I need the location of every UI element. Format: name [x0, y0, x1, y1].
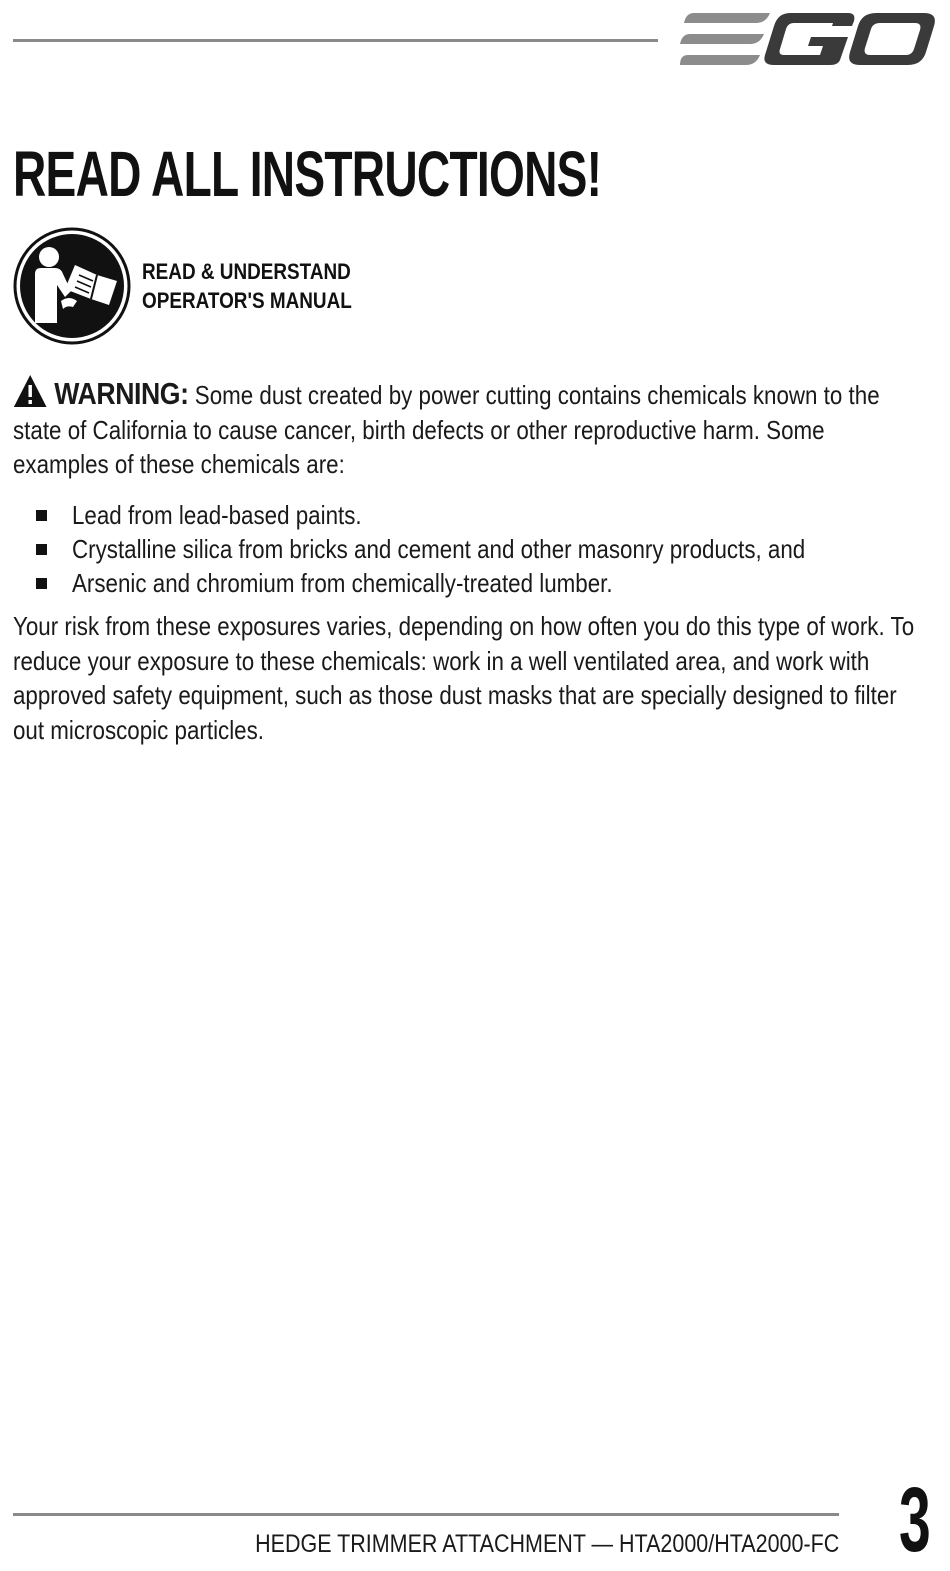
- footer-rule: [13, 1513, 839, 1516]
- read-manual-icon: [13, 227, 131, 345]
- header-rule: [13, 39, 658, 42]
- list-item-text: Arsenic and chromium from chemically-treated lumber.: [72, 568, 613, 598]
- read-manual-notice: [13, 227, 413, 345]
- footer-title: HEDGE TRIMMER ATTACHMENT — HTA2000/HTA2000-FC: [254, 1530, 839, 1558]
- square-bullet-icon: [36, 544, 47, 555]
- page-number: 3: [899, 1469, 931, 1571]
- read-manual-line2: OPERATOR'S MANUAL: [142, 288, 352, 313]
- page-heading: READ ALL INSTRUCTIONS!: [13, 138, 602, 210]
- risk-paragraph-text: Your risk from these exposures varies, depending on how often you do this type of work. To reduce your exposure to these chemicals: work in a well ventilated area, and work with approved safety equipment, such as those dust masks that are specially designed to filter out microscopic particles.: [13, 611, 915, 745]
- read-manual-text: [142, 257, 352, 315]
- risk-paragraph: [13, 609, 923, 747]
- warning-text: Some dust created by power cutting contains chemicals known to the state of California to cause cancer, birth defects or other reproductive harm. Some examples of these chemicals are:: [13, 380, 880, 479]
- list-item-text: Lead from lead-based paints.: [72, 500, 362, 530]
- warning-paragraph: [13, 374, 923, 482]
- warning-triangle-icon: [13, 374, 47, 408]
- square-bullet-icon: [36, 578, 47, 589]
- ego-logo: [680, 10, 936, 68]
- read-manual-line1: READ & UNDERSTAND: [142, 259, 351, 284]
- warning-label: WARNING:: [54, 376, 189, 411]
- list-item-text: Crystalline silica from bricks and cement and other masonry products, and: [72, 534, 806, 564]
- square-bullet-icon: [36, 510, 47, 521]
